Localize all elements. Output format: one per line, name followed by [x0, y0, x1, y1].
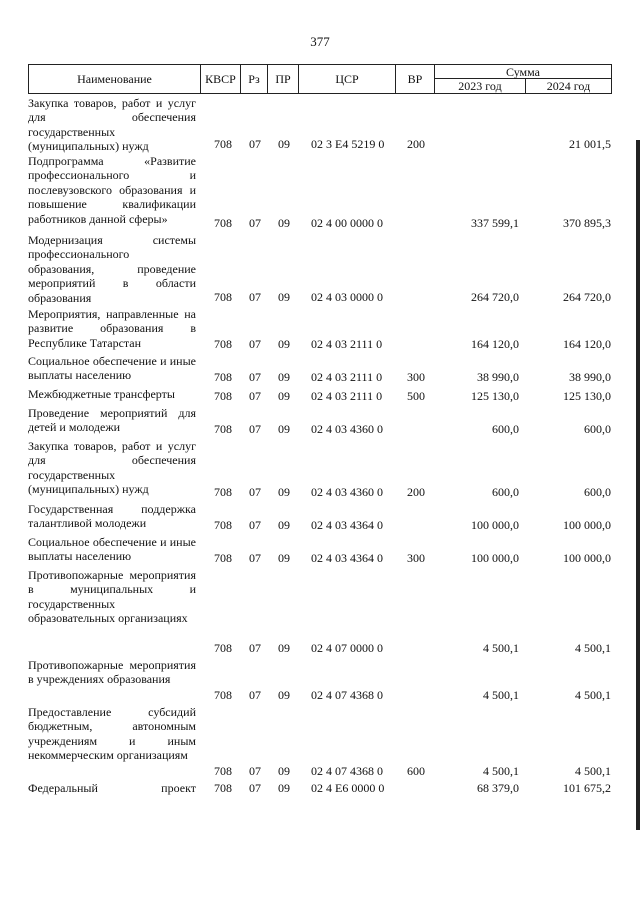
row-kvsr: 708	[214, 137, 232, 151]
row-kvsr: 708	[214, 337, 232, 351]
row-csr: 02 4 07 4368 0	[311, 688, 383, 702]
table-row	[28, 779, 612, 801]
row-name: Подпрограмма «Развитие профессионального и послевузовского образования и повышение квалификации работников данной сферы»	[28, 154, 196, 226]
header-vr: ВР	[396, 65, 435, 93]
page-number: 377	[310, 34, 330, 49]
row-kvsr: 708	[214, 485, 232, 499]
row-rz: 07	[249, 781, 261, 795]
header-sum: Сумма	[435, 65, 611, 79]
row-vr: 500	[407, 389, 425, 403]
table-row	[28, 404, 612, 437]
row-kvsr: 708	[214, 370, 232, 384]
row-2024: 100 000,0	[563, 518, 611, 532]
row-rz: 07	[249, 216, 261, 230]
row-csr: 02 4 03 2111 0	[311, 337, 383, 351]
row-csr: 02 4 03 4360 0	[311, 422, 383, 436]
row-2023: 125 130,0	[471, 389, 519, 403]
row-2023: 38 990,0	[477, 370, 519, 384]
row-pr: 09	[278, 781, 290, 795]
row-2023: 4 500,1	[483, 764, 519, 778]
row-csr: 02 3 Е4 5219 0	[311, 137, 385, 151]
row-csr: 02 4 03 4360 0	[311, 485, 383, 499]
row-csr: 02 4 07 0000 0	[311, 641, 383, 655]
table-body	[28, 94, 612, 801]
table-row	[28, 437, 612, 500]
table-row	[28, 152, 612, 231]
row-2024: 264 720,0	[563, 290, 611, 304]
row-2023: 4 500,1	[483, 641, 519, 655]
row-name: Межбюджетные трансферты	[28, 387, 175, 401]
row-pr: 09	[278, 137, 290, 151]
row-2024: 600,0	[584, 485, 611, 499]
row-name: Предоставление субсидий бюджетным, автономным учреждениям и иным некоммерческим организациям	[28, 705, 196, 763]
row-rz: 07	[249, 551, 261, 565]
row-kvsr: 708	[214, 422, 232, 436]
row-2024: 4 500,1	[575, 688, 611, 702]
row-2023: 600,0	[492, 422, 519, 436]
header-pr: ПР	[268, 65, 299, 93]
row-csr: 02 4 03 2111 0	[311, 370, 383, 384]
row-csr: 02 4 03 0000 0	[311, 290, 383, 304]
row-pr: 09	[278, 422, 290, 436]
row-2023: 100 000,0	[471, 518, 519, 532]
row-name: Государственная поддержка талантливой молодежи	[28, 502, 196, 531]
header-sum-group	[435, 65, 611, 93]
row-name: Социальное обеспечение и иные выплаты населению	[28, 354, 196, 383]
row-name: Закупка товаров, работ и услуг для обеспечения государственных (муниципальных) нужд	[28, 96, 196, 154]
header-kvsr: КВСР	[201, 65, 241, 93]
row-2024: 100 000,0	[563, 551, 611, 565]
row-name: Модернизация системы профессионального образования, проведение мероприятий в области образования	[28, 233, 196, 305]
row-csr: 02 4 03 4364 0	[311, 551, 383, 565]
table-row	[28, 385, 612, 404]
row-csr: 02 4 Е6 0000 0	[311, 781, 385, 795]
row-vr: 300	[407, 551, 425, 565]
row-rz: 07	[249, 137, 261, 151]
row-vr: 600	[407, 764, 425, 778]
row-2023: 600,0	[492, 485, 519, 499]
row-pr: 09	[278, 641, 290, 655]
row-csr: 02 4 00 0000 0	[311, 216, 383, 230]
table-row	[28, 94, 612, 152]
row-name: Федеральный проект	[28, 781, 196, 795]
row-pr: 09	[278, 764, 290, 778]
row-2024: 370 895,3	[563, 216, 611, 230]
row-csr: 02 4 03 4364 0	[311, 518, 383, 532]
table-row	[28, 231, 612, 305]
table-row	[28, 500, 612, 533]
row-name: Мероприятия, направленные на развитие образования в Республике Татарстан	[28, 307, 196, 350]
row-name: Закупка товаров, работ и услуг для обеспечения государственных (муниципальных) нужд	[28, 439, 196, 497]
row-vr: 300	[407, 370, 425, 384]
scan-edge-shadow	[636, 140, 640, 830]
row-kvsr: 708	[214, 518, 232, 532]
table-row	[28, 566, 612, 656]
row-rz: 07	[249, 688, 261, 702]
row-2024: 21 001,5	[569, 137, 611, 151]
header-name: Наименование	[29, 65, 201, 93]
row-name: Противопожарные мероприятия в учреждениях образования	[28, 658, 196, 687]
row-kvsr: 708	[214, 389, 232, 403]
row-vr: 200	[407, 485, 425, 499]
row-csr: 02 4 07 4368 0	[311, 764, 383, 778]
row-kvsr: 708	[214, 290, 232, 304]
row-pr: 09	[278, 216, 290, 230]
row-csr: 02 4 03 2111 0	[311, 389, 383, 403]
header-rz: Рз	[241, 65, 268, 93]
header-year-2024: 2024 год	[546, 79, 591, 93]
table-row	[28, 656, 612, 703]
row-2023: 164 120,0	[471, 337, 519, 351]
row-pr: 09	[278, 485, 290, 499]
row-rz: 07	[249, 290, 261, 304]
row-rz: 07	[249, 337, 261, 351]
budget-table	[28, 64, 612, 801]
row-rz: 07	[249, 389, 261, 403]
row-kvsr: 708	[214, 781, 232, 795]
table-row	[28, 533, 612, 566]
row-rz: 07	[249, 422, 261, 436]
row-pr: 09	[278, 551, 290, 565]
row-rz: 07	[249, 641, 261, 655]
row-2024: 38 990,0	[569, 370, 611, 384]
table-row	[28, 305, 612, 352]
header-csr: ЦСР	[299, 65, 396, 93]
row-kvsr: 708	[214, 551, 232, 565]
row-2024: 4 500,1	[575, 641, 611, 655]
row-name: Противопожарные мероприятия в муниципальных и государственных образовательных организациях	[28, 568, 196, 626]
row-pr: 09	[278, 688, 290, 702]
header-year-2023: 2023 год	[435, 79, 526, 93]
row-kvsr: 708	[214, 764, 232, 778]
row-pr: 09	[278, 337, 290, 351]
row-name: Проведение мероприятий для детей и молодежи	[28, 406, 196, 435]
row-2024: 125 130,0	[563, 389, 611, 403]
row-2023: 100 000,0	[471, 551, 519, 565]
row-vr: 200	[407, 137, 425, 151]
row-2024: 600,0	[584, 422, 611, 436]
row-name: Социальное обеспечение и иные выплаты населению	[28, 535, 196, 564]
row-kvsr: 708	[214, 216, 232, 230]
row-pr: 09	[278, 370, 290, 384]
row-2023: 337 599,1	[471, 216, 519, 230]
row-2024: 4 500,1	[575, 764, 611, 778]
row-rz: 07	[249, 485, 261, 499]
row-2024: 164 120,0	[563, 337, 611, 351]
row-2023: 68 379,0	[477, 781, 519, 795]
row-pr: 09	[278, 389, 290, 403]
row-rz: 07	[249, 370, 261, 384]
row-rz: 07	[249, 764, 261, 778]
table-header	[28, 64, 612, 94]
row-kvsr: 708	[214, 641, 232, 655]
row-2024: 101 675,2	[563, 781, 611, 795]
table-row	[28, 352, 612, 385]
row-pr: 09	[278, 290, 290, 304]
row-2023: 264 720,0	[471, 290, 519, 304]
row-kvsr: 708	[214, 688, 232, 702]
row-rz: 07	[249, 518, 261, 532]
row-2023: 4 500,1	[483, 688, 519, 702]
table-row	[28, 703, 612, 779]
row-pr: 09	[278, 518, 290, 532]
